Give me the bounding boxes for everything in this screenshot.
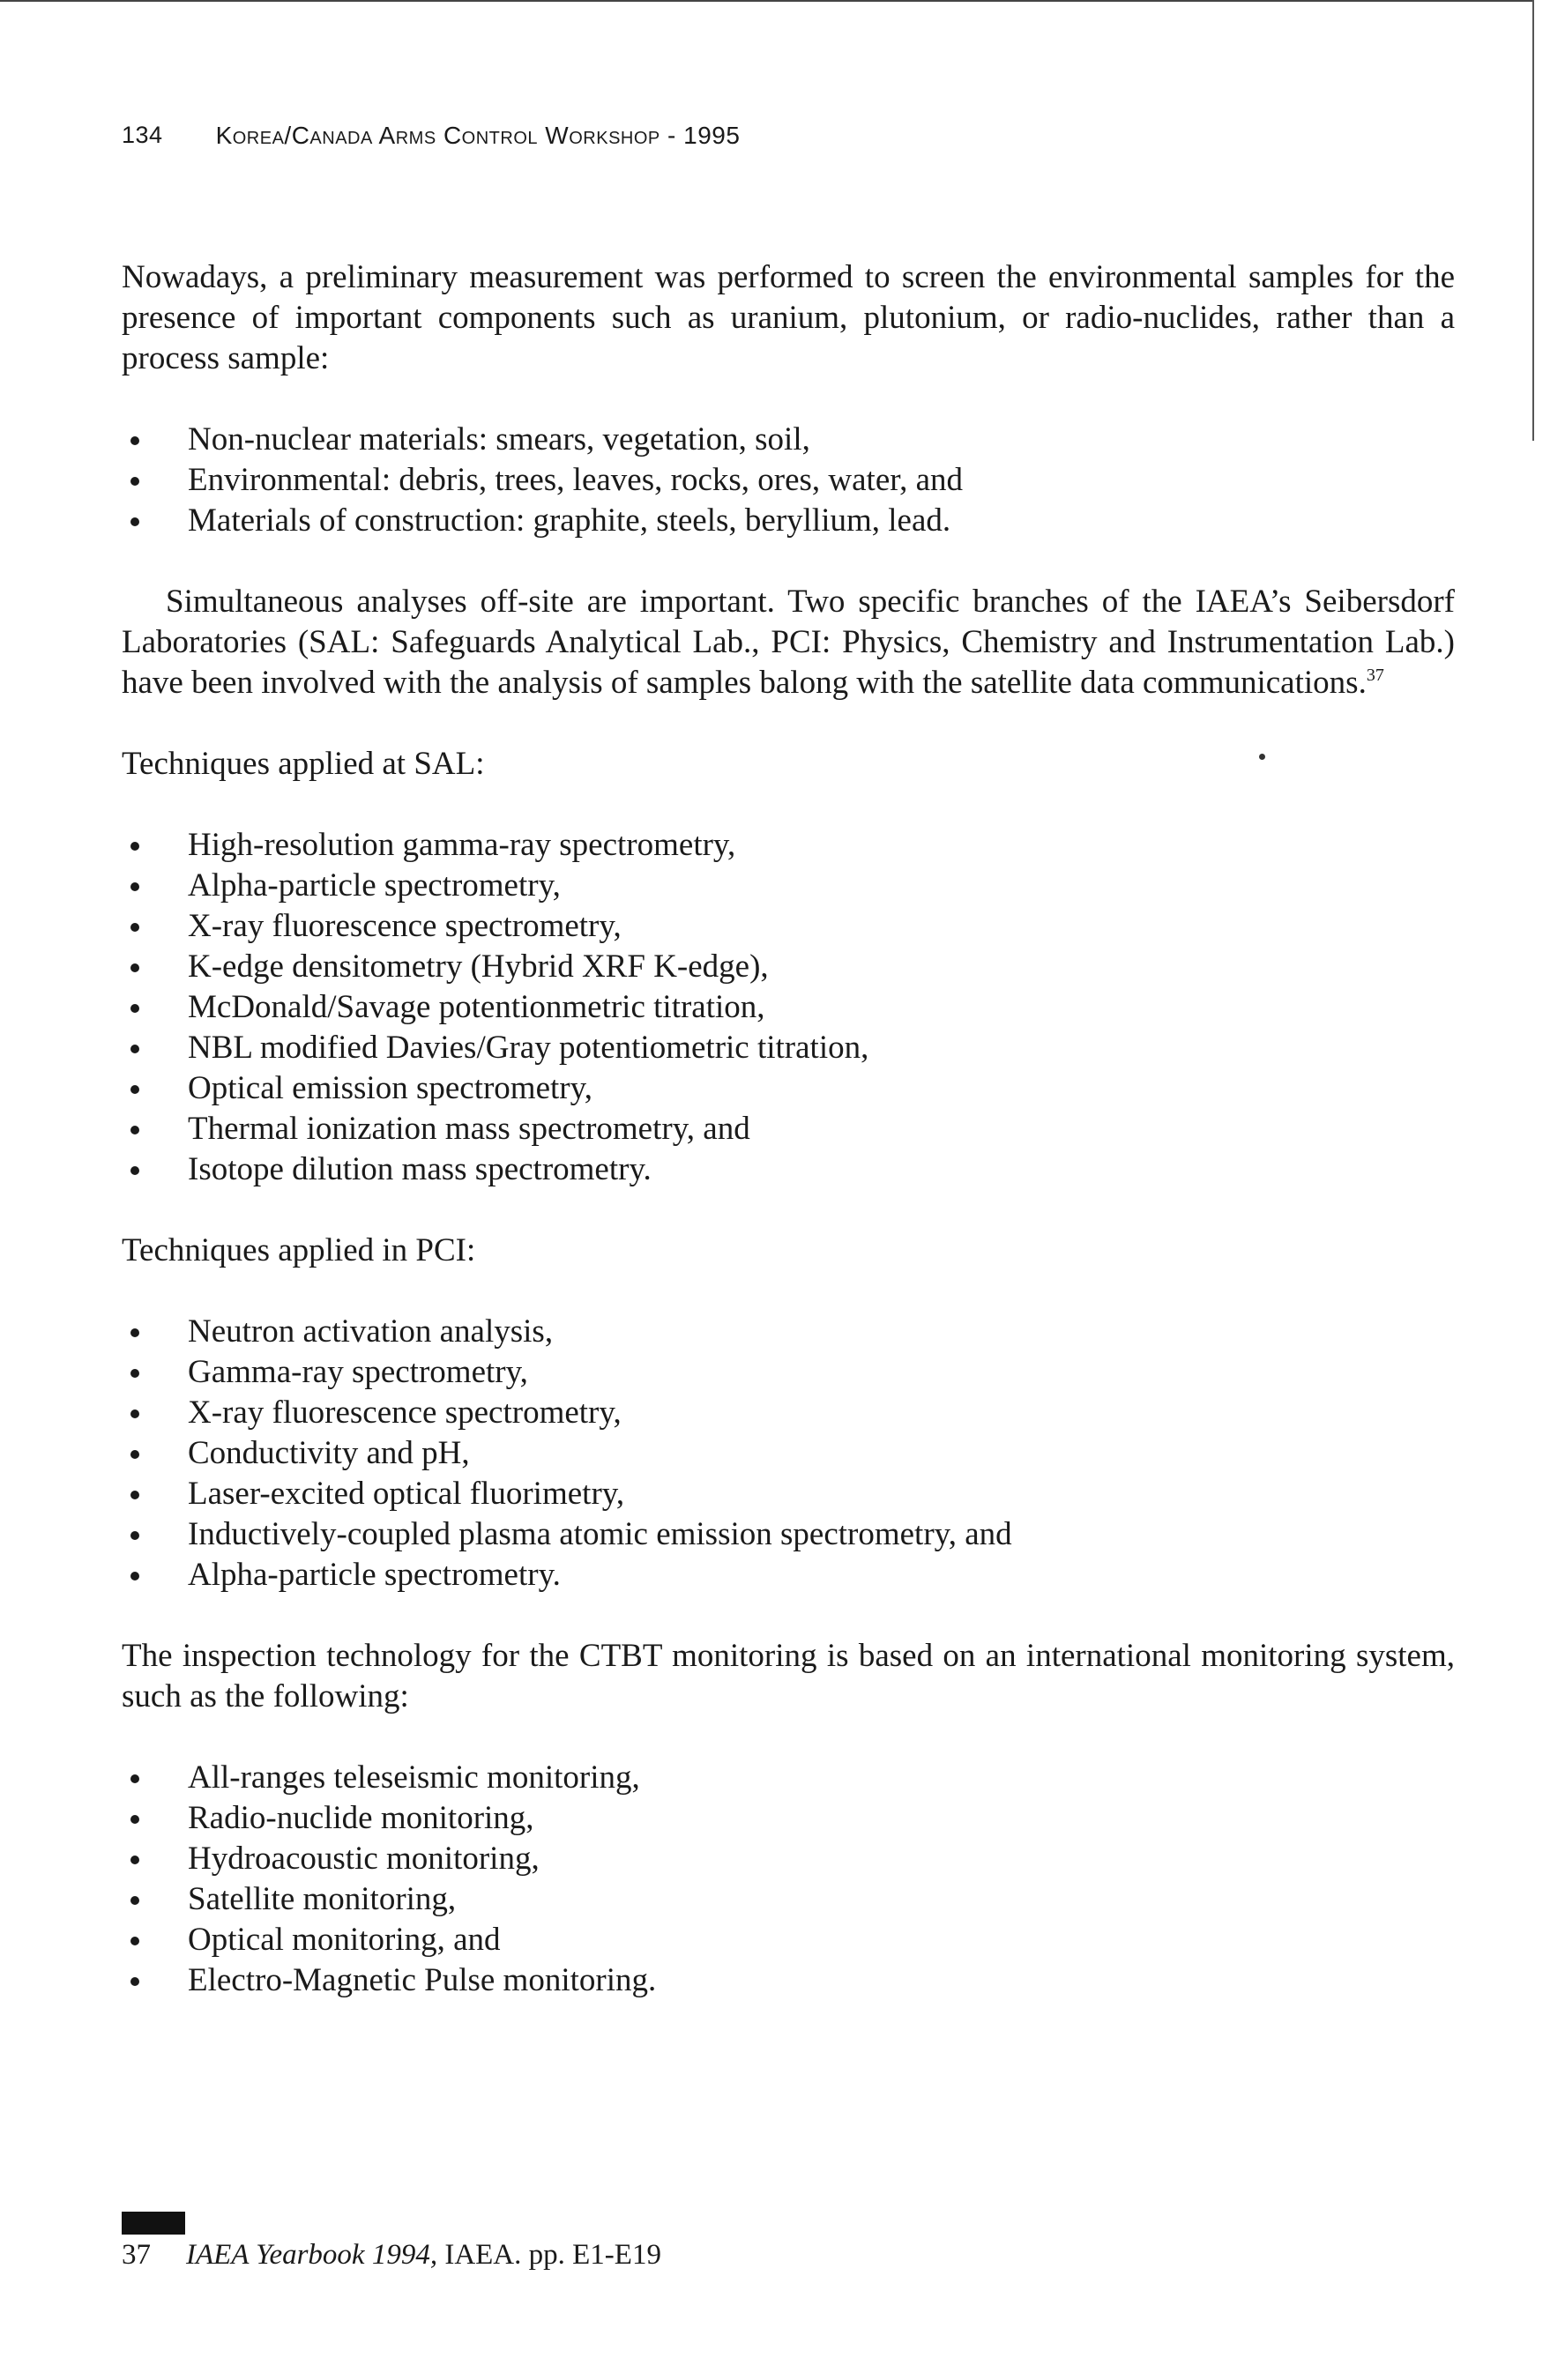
- list-item: All-ranges teleseismic monitoring,: [122, 1758, 1455, 1798]
- footnote-text: [186, 2239, 661, 2272]
- bullet-icon: [130, 1369, 139, 1378]
- list-item: McDonald/Savage potentionmetric titration,: [122, 987, 1455, 1028]
- footnote-title: IAEA Yearbook 1994,: [186, 2239, 438, 2271]
- running-head: [122, 122, 740, 150]
- bullet-icon: [130, 1937, 139, 1945]
- pci-list: [122, 1312, 1455, 1595]
- simultaneous-paragraph: Simultaneous analyses off-site are important. Two specific branches of the IAEA’s Seibersdorf Laboratories (SAL: Safeguards Analytical Lab., PCI: Physics, Chemistry and Instrumentation Lab.) have been involved with the analysis of samples balong with the satellite data communications.$^{37}$: [122, 584, 1455, 701]
- bullet-icon: [130, 1896, 139, 1905]
- sal-list: [122, 825, 1455, 1190]
- bullet-icon: [130, 1126, 139, 1134]
- footnote: [122, 2239, 661, 2272]
- bullet-icon: [130, 1328, 139, 1337]
- footnote-citation: IAEA. pp. E1-E19: [444, 2239, 661, 2271]
- list-item: Alpha-particle spectrometry.: [122, 1555, 1455, 1595]
- bullet-icon: [130, 923, 139, 932]
- bullet-icon: [130, 1004, 139, 1013]
- bullet-icon: [130, 842, 139, 851]
- footnote-marker-bar: [122, 2212, 185, 2235]
- bullet-icon: [130, 477, 139, 486]
- bullet-icon: [130, 1166, 139, 1175]
- list-item: Hydroacoustic monitoring,: [122, 1839, 1455, 1879]
- list-item: Electro-Magnetic Pulse monitoring.: [122, 1960, 1455, 2001]
- list-item: High-resolution gamma-ray spectrometry,: [122, 825, 1455, 866]
- list-item: Alpha-particle spectrometry,: [122, 866, 1455, 906]
- list-item: Thermal ionization mass spectrometry, and: [122, 1109, 1455, 1149]
- bullet-icon: [130, 1491, 139, 1499]
- list-item: Gamma-ray spectrometry,: [122, 1352, 1455, 1393]
- list-item: Satellite monitoring,: [122, 1879, 1455, 1920]
- list-item: X-ray fluorescence spectrometry,: [122, 1393, 1455, 1433]
- list-item: Materials of construction: graphite, steels, beryllium, lead.: [122, 501, 1455, 541]
- bullet-icon: [130, 1856, 139, 1864]
- ctbt-list: [122, 1758, 1455, 2001]
- bullet-icon: [130, 1409, 139, 1418]
- top-border-line: [0, 0, 1534, 2]
- bullet-icon: [130, 882, 139, 891]
- bullet-icon: [130, 1531, 139, 1540]
- list-item: Neutron activation analysis,: [122, 1312, 1455, 1352]
- list-item: K-edge densitometry (Hybrid XRF K-edge),: [122, 947, 1455, 987]
- list-item: Isotope dilution mass spectrometry.: [122, 1149, 1455, 1190]
- list-item: Laser-excited optical fluorimetry,: [122, 1474, 1455, 1514]
- footnote-number: 37: [122, 2239, 151, 2271]
- right-border-line: [1532, 0, 1534, 441]
- list-item: Environmental: debris, trees, leaves, rocks, ores, water, and: [122, 460, 1455, 501]
- list-item: Non-nuclear materials: smears, vegetation, soil,: [122, 420, 1455, 460]
- running-title: Korea/Canada Arms Control Workshop - 1995: [215, 122, 741, 149]
- bullet-icon: [130, 1045, 139, 1053]
- page-number: 134: [122, 122, 163, 148]
- bullet-icon: [130, 963, 139, 972]
- list-item: Radio-nuclide monitoring,: [122, 1798, 1455, 1839]
- pci-heading: Techniques applied in PCI:: [122, 1232, 476, 1268]
- bullet-icon: [130, 1977, 139, 1986]
- bullet-icon: [130, 1450, 139, 1459]
- list-item: Optical emission spectrometry,: [122, 1068, 1455, 1109]
- list-item: Conductivity and pH,: [122, 1433, 1455, 1474]
- bullet-icon: [130, 1085, 139, 1094]
- body-text: [122, 257, 1455, 2001]
- bullet-icon: [130, 1572, 139, 1580]
- list-item: Optical monitoring, and: [122, 1920, 1455, 1960]
- list-item: Inductively-coupled plasma atomic emission spectrometry, and: [122, 1514, 1455, 1555]
- list-item: X-ray fluorescence spectrometry,: [122, 906, 1455, 947]
- list-item: NBL modified Davies/Gray potentiometric titration,: [122, 1028, 1455, 1068]
- bullet-icon: [130, 436, 139, 445]
- bullet-icon: [130, 517, 139, 526]
- footnote-reference: 37: [1366, 666, 1384, 685]
- scan-speck: [1259, 754, 1265, 760]
- sal-heading: Techniques applied at SAL:: [122, 746, 485, 782]
- intro-list: [122, 420, 1455, 541]
- intro-paragraph: Nowadays, a preliminary measurement was performed to screen the environmental samples for the presence of important components such as uranium, plutonium, or radio-nuclides, rather than a process sample:: [122, 259, 1455, 376]
- bullet-icon: [130, 1774, 139, 1783]
- ctbt-paragraph: The inspection technology for the CTBT monitoring is based on an international monitoring system, such as the following:: [122, 1638, 1455, 1714]
- bullet-icon: [130, 1815, 139, 1824]
